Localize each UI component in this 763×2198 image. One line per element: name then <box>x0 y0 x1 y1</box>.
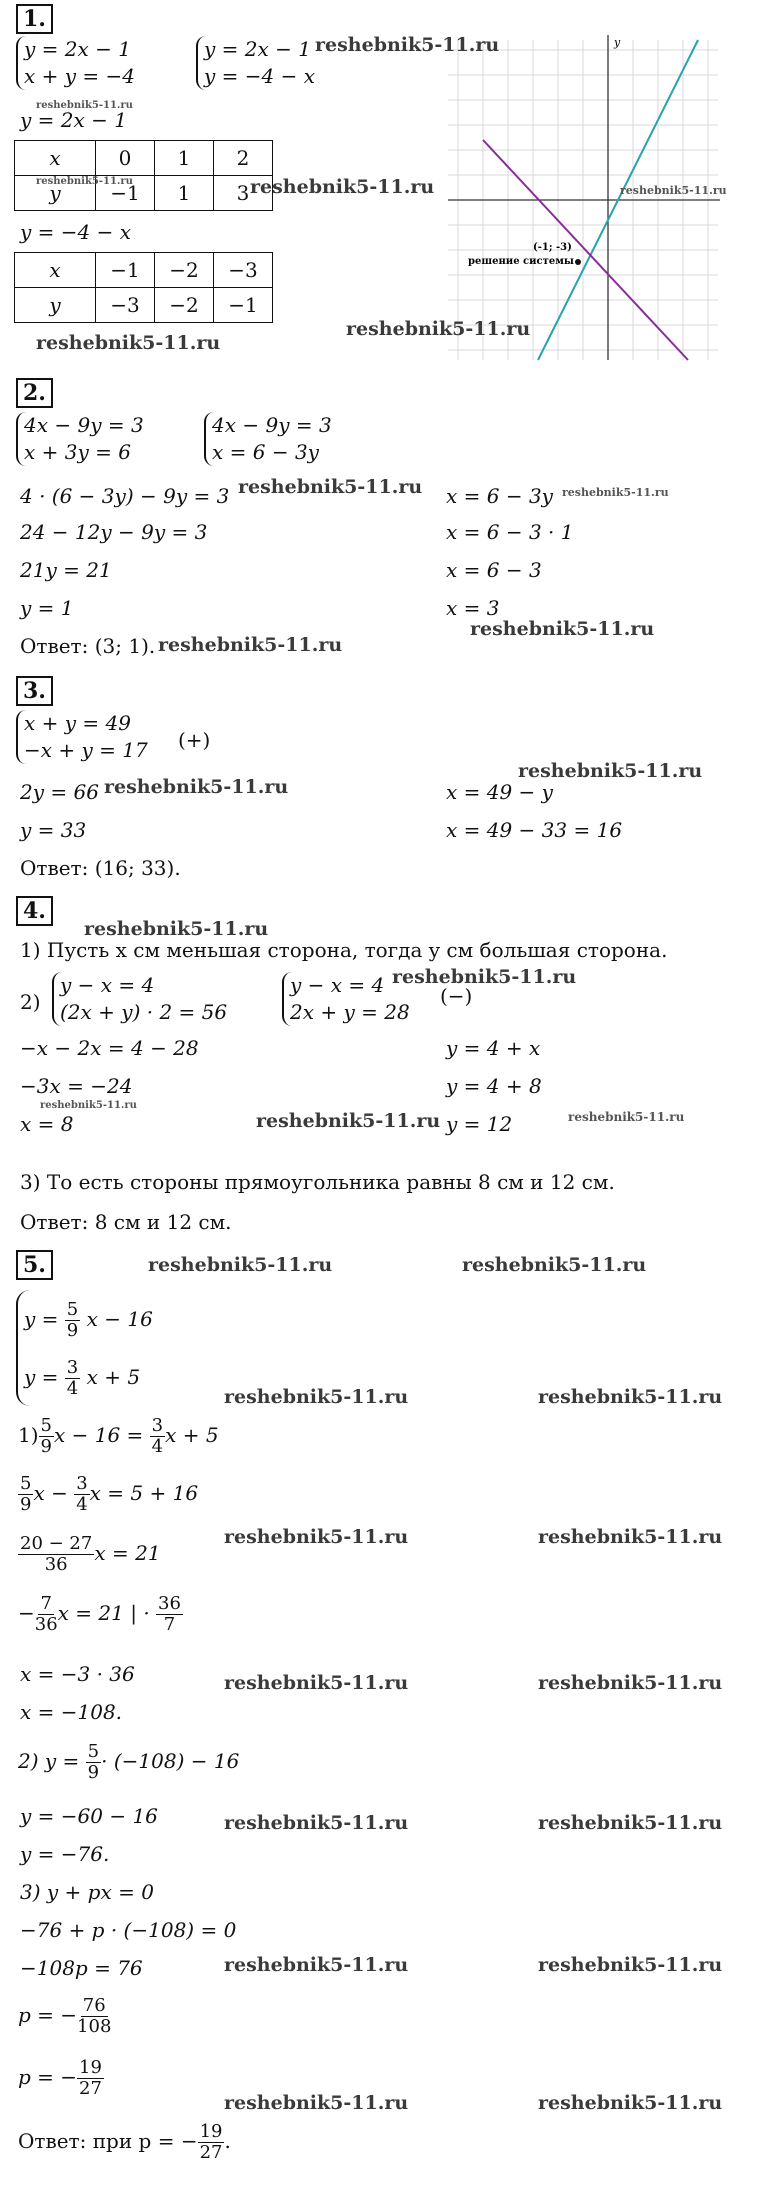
equation: x + 3y = 6 <box>24 440 131 464</box>
text: y = <box>24 1307 59 1331</box>
table-row <box>15 253 273 288</box>
text: x = 5 + 16 <box>89 1481 199 1505</box>
fraction <box>65 1358 80 1399</box>
text: 1) <box>18 1423 39 1447</box>
equation: −108p = 76 <box>20 1956 143 1980</box>
equation: y = 2x − 1 <box>204 37 311 61</box>
denominator: 36 <box>44 1554 68 1575</box>
equation: y = 1 <box>20 596 74 620</box>
equation: 2y = 66 <box>20 780 99 804</box>
table-cell: y <box>15 288 96 323</box>
text: x = 21 <box>94 1541 161 1565</box>
equation: x + y = 49 <box>24 711 131 735</box>
equation: −x + y = 17 <box>24 738 148 762</box>
system-3 <box>16 710 148 764</box>
watermark: reshebnik5-11.ru <box>36 332 221 354</box>
system-4a <box>52 972 227 1026</box>
denominator: 36 <box>34 1614 58 1635</box>
step-label: 2) <box>20 990 41 1014</box>
text: x − <box>33 1481 68 1505</box>
watermark: reshebnik5-11.ru <box>224 1812 409 1834</box>
watermark: reshebnik5-11.ru <box>84 918 269 940</box>
watermark: reshebnik5-11.ru <box>36 100 133 111</box>
task-number-2: 2. <box>16 378 53 408</box>
statement-line-3: 3) То есть стороны прямоугольника равны 8 см и 12 см. <box>20 1170 615 1194</box>
equation: (2x + y) · 2 = 56 <box>60 1000 228 1024</box>
equation: −3x = −24 <box>20 1074 133 1098</box>
fraction <box>198 2122 225 2163</box>
denominator: 7 <box>163 1614 176 1635</box>
fraction <box>35 1594 58 1635</box>
equation: 3) y + px = 0 <box>20 1880 154 1904</box>
numerator: 7 <box>40 1593 52 1614</box>
equation: y = −60 − 16 <box>20 1804 158 1828</box>
equation: y = 2x − 1 <box>24 37 131 61</box>
answer: Ответ: 8 см и 12 см. <box>20 1210 232 1234</box>
equation: 2x + y = 28 <box>290 1000 410 1024</box>
table-row <box>15 141 273 176</box>
numerator: 5 <box>20 1473 32 1494</box>
statement-line-1: 1) Пусть x см меньшая сторона, тогда y см большая сторона. <box>20 938 668 962</box>
equation: −x − 2x = 4 − 28 <box>20 1036 199 1060</box>
watermark: reshebnik5-11.ru <box>538 1386 723 1408</box>
equation: x = 6 − 3 · 1 <box>446 520 574 544</box>
fraction <box>18 1534 94 1575</box>
denominator: 27 <box>199 2142 223 2163</box>
table-cell: 3 <box>214 176 273 211</box>
graph-caption: решение системы <box>468 256 574 267</box>
watermark: reshebnik5-11.ru <box>538 1954 723 1976</box>
numerator: 3 <box>66 1357 79 1378</box>
answer: Ответ: (16; 33). <box>20 856 181 880</box>
operation-label: (+) <box>178 728 211 752</box>
denominator: 4 <box>151 1436 164 1457</box>
watermark: reshebnik5-11.ru <box>562 486 669 499</box>
denominator: 4 <box>66 1378 79 1399</box>
numerator: 19 <box>79 2057 102 2078</box>
watermark: reshebnik5-11.ru <box>538 1526 723 1548</box>
equation: y = 12 <box>446 1112 513 1136</box>
step-5-2 <box>18 1474 198 1515</box>
task-number-4: 4. <box>16 896 53 926</box>
watermark: reshebnik5-11.ru <box>470 618 655 640</box>
text: 2) y = <box>18 1749 80 1773</box>
numerator: 3 <box>151 1415 164 1436</box>
task-number-5: 5. <box>16 1250 53 1280</box>
watermark: reshebnik5-11.ru <box>158 634 343 656</box>
equation: y = 4 + x <box>446 1036 541 1060</box>
table-cell: y <box>15 176 96 211</box>
denominator: 108 <box>77 2016 112 2037</box>
text: x − 16 <box>86 1307 153 1331</box>
watermark: reshebnik5-11.ru <box>224 1954 409 1976</box>
text: Ответ: при p = − <box>18 2129 198 2153</box>
equation: 4x − 9y = 3 <box>212 413 332 437</box>
text: x + 5 <box>165 1423 219 1447</box>
text: · (−108) − 16 <box>101 1749 240 1773</box>
answer <box>18 2122 231 2163</box>
table-cell: −3 <box>96 288 155 323</box>
table-cell: x <box>15 253 96 288</box>
denominator: 9 <box>87 1762 100 1783</box>
table-cell: 0 <box>96 141 155 176</box>
denominator: 4 <box>76 1494 88 1515</box>
equation: x + y = −4 <box>24 64 136 88</box>
fraction <box>77 2058 104 2099</box>
equation: x = 49 − y <box>446 780 553 804</box>
equation: y = −4 − x <box>204 64 316 88</box>
watermark: reshebnik5-11.ru <box>36 176 133 187</box>
watermark: reshebnik5-11.ru <box>224 2092 409 2114</box>
watermark: reshebnik5-11.ru <box>40 1100 137 1111</box>
fraction <box>156 1594 183 1635</box>
answer: Ответ: (3; 1). <box>20 634 156 658</box>
watermark: reshebnik5-11.ru <box>224 1672 409 1694</box>
numerator: 3 <box>76 1473 88 1494</box>
equation: x = 6 − 3y <box>212 440 319 464</box>
watermark: reshebnik5-11.ru <box>346 318 531 340</box>
system-2b <box>204 412 332 466</box>
equation: 4x − 9y = 3 <box>24 413 144 437</box>
equation: x = 49 − 33 = 16 <box>446 818 623 842</box>
equation: 24 − 12y − 9y = 3 <box>20 520 208 544</box>
watermark: reshebnik5-11.ru <box>104 776 289 798</box>
step-5-1 <box>18 1416 219 1457</box>
equation: x = 6 − 3 <box>446 558 542 582</box>
watermark: reshebnik5-11.ru <box>315 34 500 56</box>
table-cell: x <box>15 141 96 176</box>
table-cell: 1 <box>155 176 214 211</box>
watermark: reshebnik5-11.ru <box>224 1386 409 1408</box>
text: p = − <box>18 2065 78 2089</box>
table-row <box>15 288 273 323</box>
watermark: reshebnik5-11.ru <box>538 1812 723 1834</box>
numerator: 36 <box>158 1593 181 1614</box>
system-1a <box>16 36 135 90</box>
equation: x = 8 <box>20 1112 74 1136</box>
function-label-1: y = 2x − 1 <box>20 108 127 132</box>
watermark: reshebnik5-11.ru <box>568 1110 685 1124</box>
denominator: 9 <box>66 1320 79 1341</box>
fraction <box>39 1416 54 1457</box>
equation: −76 + p · (−108) = 0 <box>20 1918 237 1942</box>
fraction <box>18 1474 33 1515</box>
text: − <box>18 1601 35 1625</box>
fraction <box>86 1742 101 1783</box>
table-cell: −2 <box>155 288 214 323</box>
watermark: reshebnik5-11.ru <box>620 184 727 197</box>
text: x − 16 = <box>53 1423 144 1447</box>
denominator: 27 <box>79 2078 102 2099</box>
step-5-14 <box>18 2058 104 2099</box>
text: x + 5 <box>86 1365 141 1389</box>
equation <box>24 1348 153 1406</box>
step-5-3 <box>18 1534 161 1575</box>
table-cell: −1 <box>96 253 155 288</box>
equation: y = 4 + 8 <box>446 1074 542 1098</box>
equation: y = 33 <box>20 818 87 842</box>
system-2a <box>16 412 144 466</box>
text: p = − <box>18 2003 78 2027</box>
table-cell: −1 <box>96 176 155 211</box>
numerator: 5 <box>87 1741 100 1762</box>
equation: y = −76. <box>20 1842 110 1866</box>
table-cell: 2 <box>214 141 273 176</box>
equation: y − x = 4 <box>60 973 155 997</box>
watermark: reshebnik5-11.ru <box>538 2092 723 2114</box>
numerator: 19 <box>199 2121 223 2142</box>
watermark: reshebnik5-11.ru <box>462 1254 647 1276</box>
denominator: 9 <box>20 1494 32 1515</box>
system-5 <box>16 1290 153 1406</box>
table-cell: −3 <box>214 253 273 288</box>
watermark: reshebnik5-11.ru <box>518 760 703 782</box>
numerator: 76 <box>82 1995 106 2016</box>
equation: x = −3 · 36 <box>20 1662 135 1686</box>
value-table-2 <box>14 252 273 323</box>
task-number-1: 1. <box>16 4 53 34</box>
operation-label: (−) <box>440 984 473 1008</box>
step-5-13 <box>18 1996 111 2037</box>
equation: y − x = 4 <box>290 973 385 997</box>
equation: x = 6 − 3y <box>446 484 553 508</box>
numerator: 5 <box>40 1415 52 1436</box>
fraction <box>65 1300 80 1341</box>
numerator: 20 − 27 <box>20 1533 93 1554</box>
step-5-4 <box>18 1594 183 1635</box>
text: y = <box>24 1365 59 1389</box>
text: x = 21 | · <box>57 1601 150 1625</box>
table-cell: 1 <box>155 141 214 176</box>
denominator: 9 <box>40 1436 52 1457</box>
step-5-7 <box>18 1742 239 1783</box>
watermark: reshebnik5-11.ru <box>238 476 423 498</box>
watermark: reshebnik5-11.ru <box>538 1672 723 1694</box>
watermark: reshebnik5-11.ru <box>392 966 577 988</box>
point-label: (-1; -3) <box>533 242 572 253</box>
fraction <box>77 1996 111 2037</box>
equation: 21y = 21 <box>20 558 112 582</box>
task-number-3: 3. <box>16 676 53 706</box>
equation: x = 3 <box>446 596 500 620</box>
watermark: reshebnik5-11.ru <box>256 1110 441 1132</box>
table-cell: −1 <box>214 288 273 323</box>
numerator: 5 <box>66 1299 79 1320</box>
text: . <box>224 2129 231 2153</box>
equation: x = −108. <box>20 1700 123 1724</box>
function-graph <box>438 30 728 365</box>
watermark: reshebnik5-11.ru <box>148 1254 333 1276</box>
function-label-2: y = −4 − x <box>20 220 132 244</box>
y-axis-label: y <box>614 36 621 49</box>
fraction <box>74 1474 89 1515</box>
watermark: reshebnik5-11.ru <box>224 1526 409 1548</box>
equation: 4 · (6 − 3y) − 9y = 3 <box>20 484 230 508</box>
watermark: reshebnik5-11.ru <box>250 176 435 198</box>
equation <box>24 1290 153 1348</box>
table-cell: −2 <box>155 253 214 288</box>
system-1b <box>196 36 315 90</box>
intersection-point <box>575 259 581 265</box>
system-4b <box>282 972 410 1026</box>
fraction <box>150 1416 165 1457</box>
